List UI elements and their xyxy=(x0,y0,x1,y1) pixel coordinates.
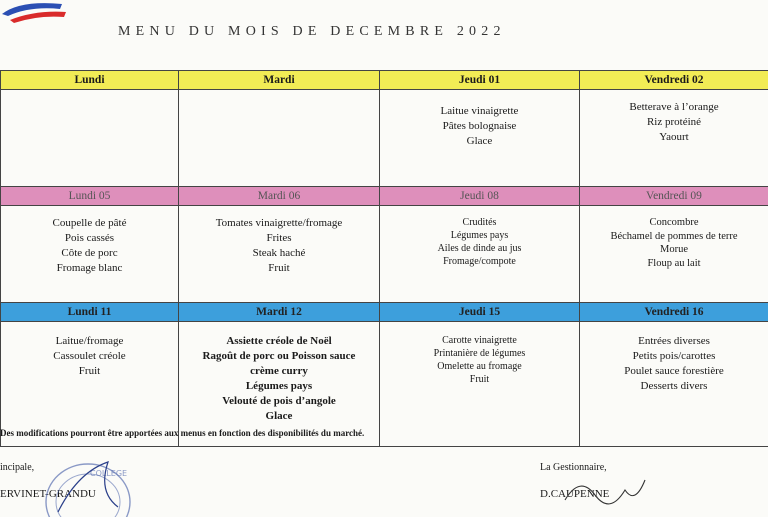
svg-text:COLLEGE: COLLEGE xyxy=(90,469,128,478)
menu-item: Fruit xyxy=(469,374,490,385)
week-1-menu-row xyxy=(1,90,768,187)
menu-item: Floup au lait xyxy=(647,257,701,269)
day-menu-cell xyxy=(1,206,179,303)
menu-item: Frites xyxy=(266,232,292,244)
day-menu-cell xyxy=(380,322,580,447)
day-menu-cell xyxy=(179,90,380,187)
menu-item: Omelette au fromage xyxy=(437,361,522,372)
menu-item: Assiette créole de Noël xyxy=(226,335,332,347)
manager-name: D.CAUPENNE xyxy=(540,488,610,500)
menu-item: Tomates vinaigrette/fromage xyxy=(215,217,343,229)
menu-item: Pâtes bolognaise xyxy=(442,120,517,132)
menu-table xyxy=(0,70,768,447)
day-header: Lundi 11 xyxy=(1,303,179,322)
menu-item: Entrées diverses xyxy=(638,335,710,347)
menu-item: Coupelle de pâté xyxy=(52,217,127,229)
day-menu-cell xyxy=(179,206,380,303)
menu-item: crème curry xyxy=(250,365,308,377)
menu-item: Pois cassés xyxy=(64,232,115,244)
day-menu-cell xyxy=(580,206,768,303)
manager-signature xyxy=(560,470,650,510)
day-menu-cell xyxy=(580,90,768,187)
menu-item: Petits pois/carottes xyxy=(632,350,716,362)
day-header: Vendredi 16 xyxy=(580,303,768,322)
day-header: Lundi 05 xyxy=(1,187,179,206)
day-header: Jeudi 15 xyxy=(380,303,580,322)
menu-item: Fromage/compote xyxy=(443,256,516,267)
menu-item: Morue xyxy=(660,244,688,255)
school-logo xyxy=(0,0,80,26)
school-stamp xyxy=(38,452,138,517)
menu-item: Poulet sauce forestière xyxy=(624,365,724,377)
week-1-header-row xyxy=(1,71,768,90)
menu-item: Steak haché xyxy=(252,247,306,259)
menu-item: Printanière de légumes xyxy=(433,348,526,359)
menu-item: Crudités xyxy=(462,217,497,228)
menu-item: Yaourt xyxy=(659,131,689,143)
day-menu-cell xyxy=(380,206,580,303)
menu-item: Desserts divers xyxy=(640,380,708,392)
manager-role: La Gestionnaire, xyxy=(540,462,607,473)
menu-item: Riz protéiné xyxy=(646,116,702,128)
principal-role: incipale, xyxy=(0,462,35,473)
menu-item: Fruit xyxy=(268,262,290,274)
menu-item: Cassoulet créole xyxy=(53,350,126,362)
menu-item: Glace xyxy=(466,135,493,147)
menu-item: Velouté de pois d’angole xyxy=(222,395,336,407)
page-title: MENU DU MOIS DE DECEMBRE 2022 xyxy=(118,24,506,39)
week-2-header-row xyxy=(1,187,768,206)
day-header: Mardi 06 xyxy=(179,187,380,206)
day-menu-cell xyxy=(380,90,580,187)
week-2-menu-row xyxy=(1,206,768,303)
principal-name: ERVINET-GRANDU xyxy=(0,488,96,500)
menu-item: Betterave à l’orange xyxy=(629,101,719,113)
day-menu-cell xyxy=(580,322,768,447)
menu-item: Légumes pays xyxy=(245,380,313,392)
week-3-header-row xyxy=(1,303,768,322)
menu-item: Concombre xyxy=(649,217,699,228)
menu-item: Légumes pays xyxy=(450,230,509,241)
menu-item: Glace xyxy=(265,410,293,422)
day-menu-cell xyxy=(1,90,179,187)
day-header: Jeudi 08 xyxy=(380,187,580,206)
menu-item: Laitue/fromage xyxy=(55,335,124,347)
menu-item: Carotte vinaigrette xyxy=(442,335,517,346)
menu-item: Fromage blanc xyxy=(56,262,123,274)
menu-item: Côte de porc xyxy=(61,247,118,259)
day-header: Jeudi 01 xyxy=(380,71,580,90)
day-header: Vendredi 09 xyxy=(580,187,768,206)
menu-item: Ragoût de porc ou Poisson sauce xyxy=(202,350,356,362)
day-header: Mardi xyxy=(179,71,380,90)
market-availability-note: Des modifications pourront être apportées aux menus en fonction des disponibilités du marché. xyxy=(0,428,365,438)
menu-item: Ailes de dinde au jus xyxy=(437,243,522,254)
menu-item: Fruit xyxy=(78,365,101,377)
day-header: Mardi 12 xyxy=(179,303,380,322)
menu-item: Laitue vinaigrette xyxy=(440,105,519,117)
menu-item: Béchamel de pommes de terre xyxy=(610,230,738,242)
day-header: Vendredi 02 xyxy=(580,71,768,90)
day-header: Lundi xyxy=(1,71,179,90)
